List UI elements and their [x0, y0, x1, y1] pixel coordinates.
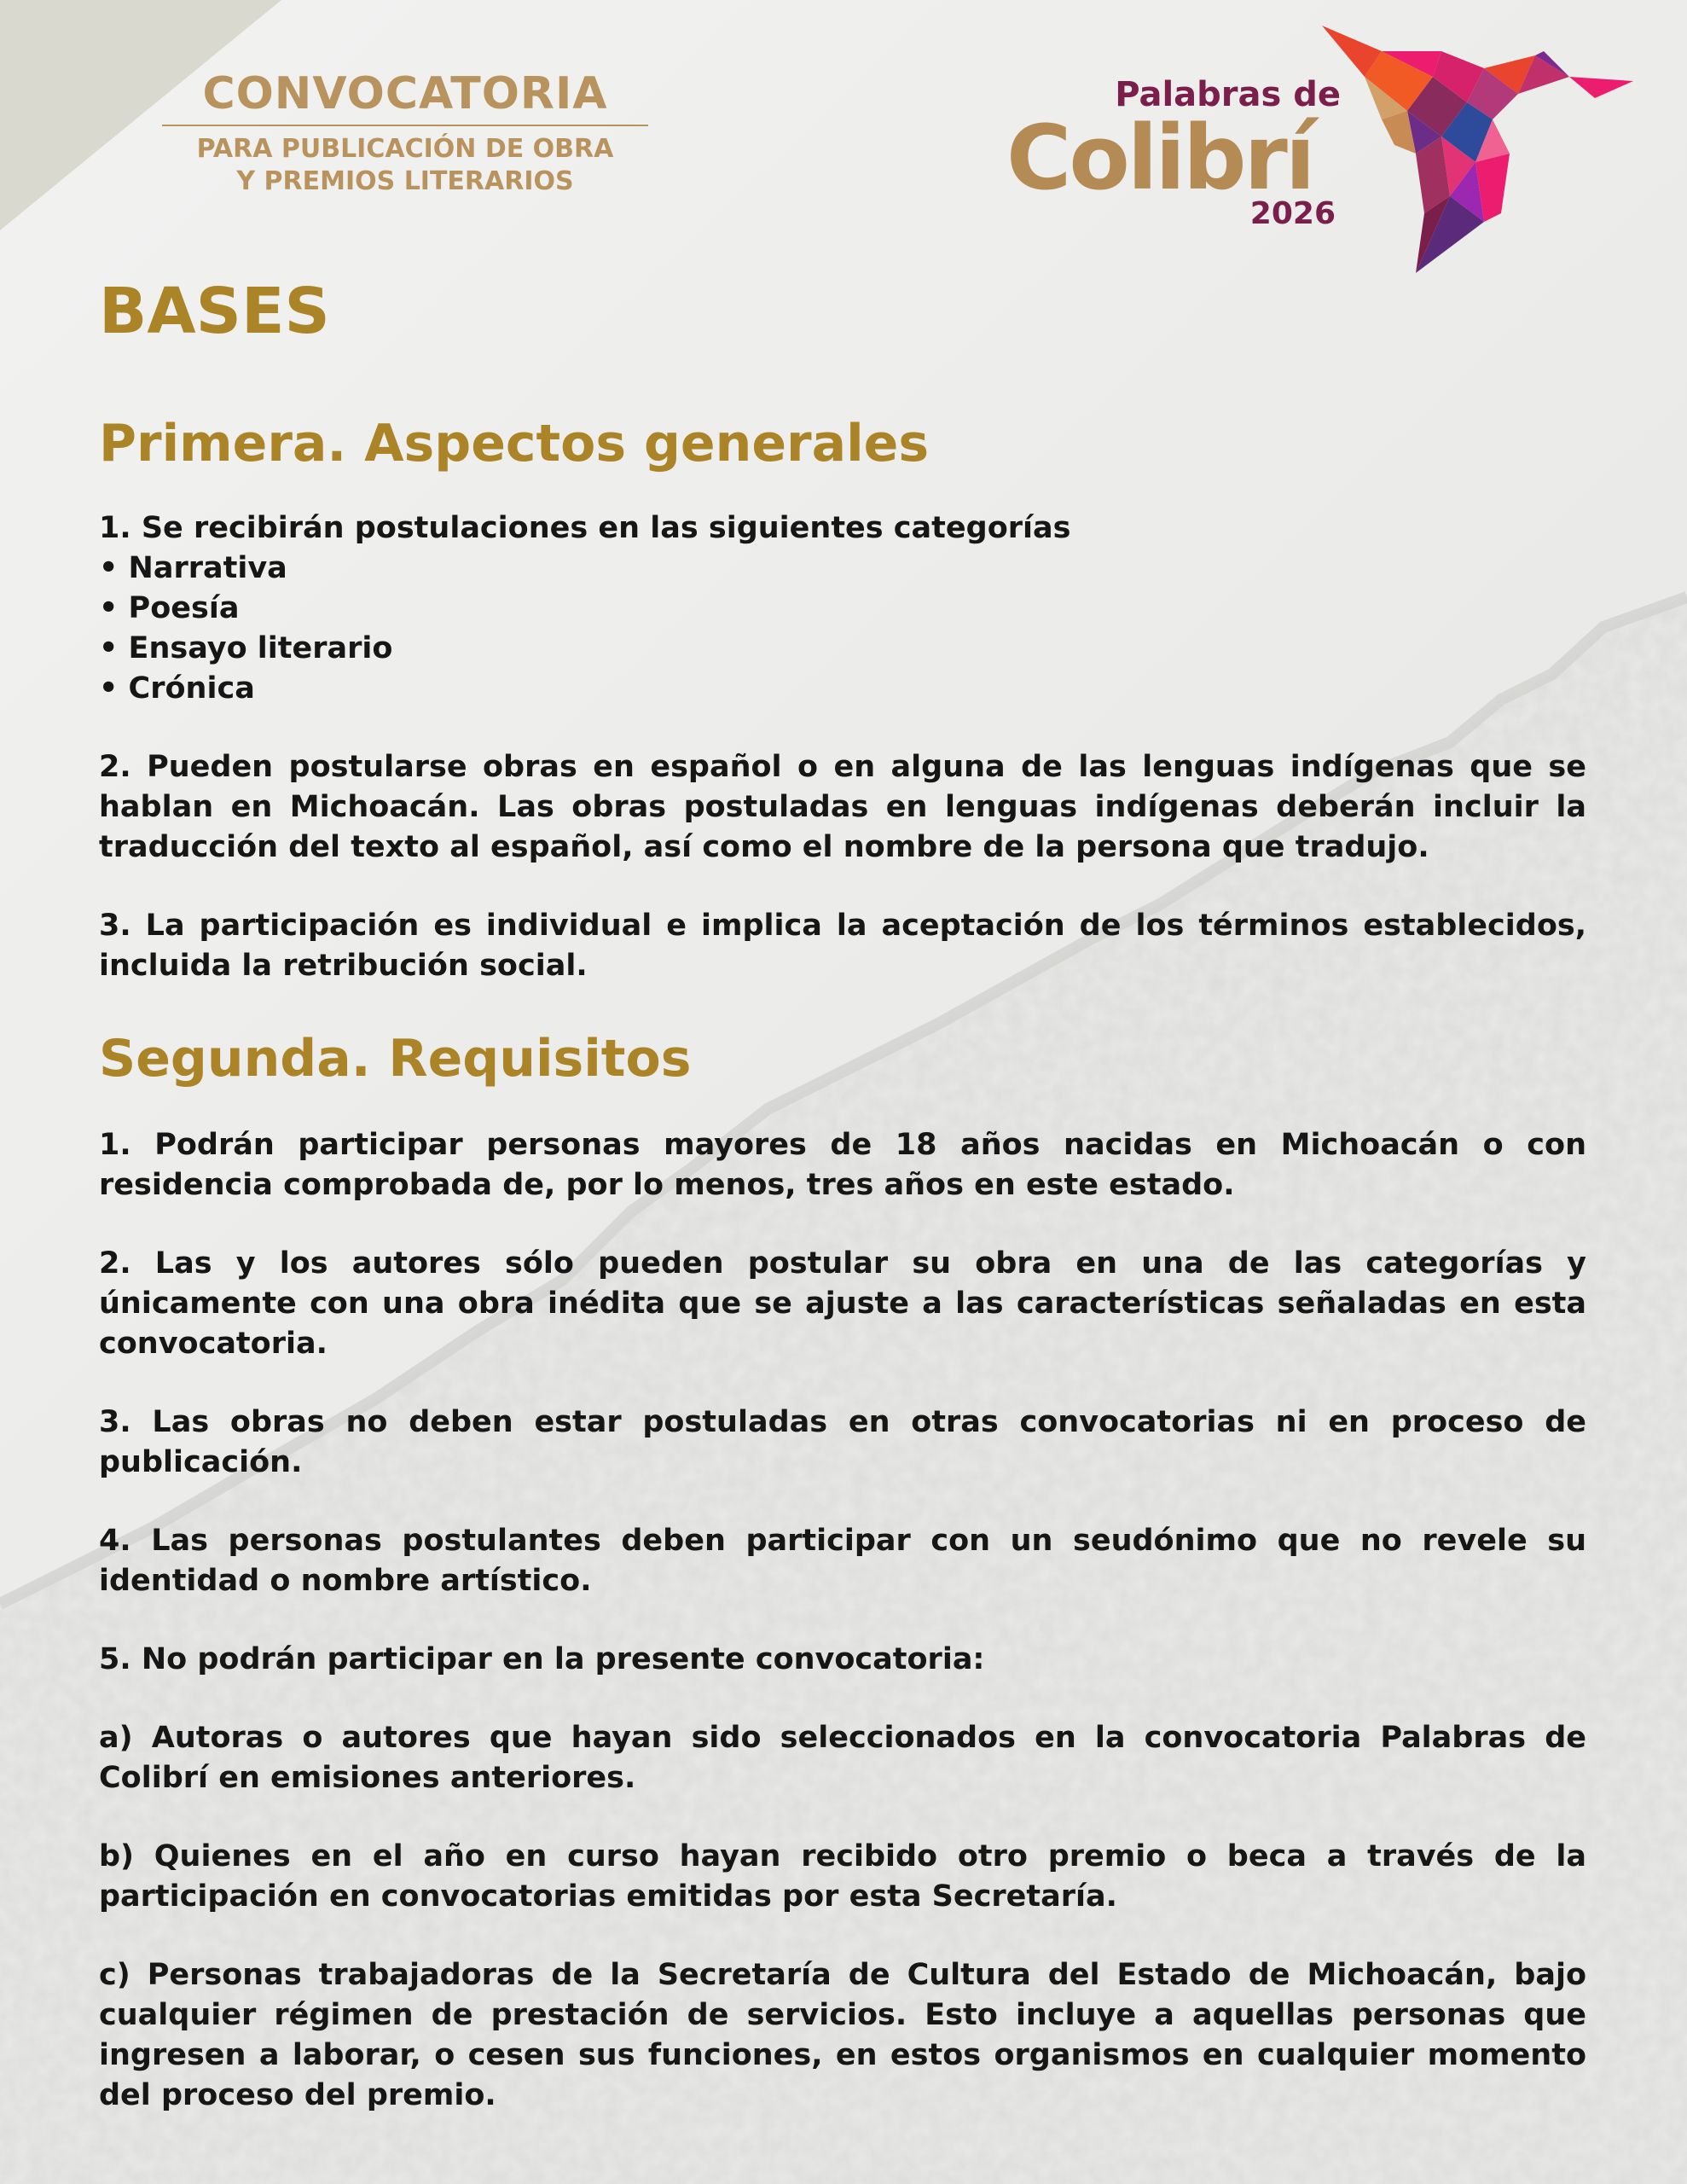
- convocatoria-subtitle-line2: Y PREMIOS LITERARIOS: [236, 166, 574, 196]
- convocatoria-title: CONVOCATORIA: [202, 68, 608, 119]
- bases-heading: BASES: [99, 275, 330, 348]
- list-item: • Ensayo literario: [99, 631, 393, 665]
- palabras-de-colibri-logo: [1006, 68, 1348, 239]
- paragraph: c) Personas trabajadoras de la Secretaría de Cultura del Estado de Michoacán, bajo cualquier régimen de prestación de servicios. Esto incluye a aquellas personas que ingresen a laborar, o cesen sus funciones, en estos organismos en cualquier momento del proceso del premio.: [99, 1958, 1586, 2112]
- logo-year: 2026: [1249, 196, 1336, 231]
- convocatoria-subtitle-line1: PARA PUBLICACIÓN DE OBRA: [196, 134, 614, 164]
- header-divider: [162, 125, 648, 126]
- paragraph: 2. Pueden postularse obras en español o en alguna de las lenguas indígenas que se hablan en Michoacán. Las obras postuladas en lenguas indígenas deberán incluir la traducción del texto al español, así como el nombre de la persona que tradujo.: [99, 750, 1586, 864]
- document-body: [99, 256, 1586, 2154]
- convocatoria-header: [162, 68, 648, 198]
- paragraph: 3. Las obras no deben estar postuladas en otras convocatorias ni en proceso de publicación.: [99, 1405, 1586, 1479]
- categories-list: [99, 508, 1586, 709]
- paragraph: 1. Podrán participar personas mayores de 18 años nacidas en Michoacán o con residencia comprobada de, por lo menos, tres años en este estado.: [99, 1128, 1586, 1202]
- paragraph: 5. No podrán participar en la presente convocatoria:: [99, 1642, 985, 1676]
- paragraph: b) Quienes en el año en curso hayan recibido otro premio o beca a través de la participación en convocatorias emitidas por esta Secretaría.: [99, 1839, 1586, 1914]
- list-intro: 1. Se recibirán postulaciones en las siguientes categorías: [99, 511, 1071, 545]
- list-item: • Narrativa: [99, 551, 287, 585]
- section-title-primera: Primera. Aspectos generales: [99, 414, 930, 473]
- logo-main-text: Colibrí: [1006, 106, 1313, 210]
- paragraph: 4. Las personas postulantes deben participar con un seudónimo que no revele su identidad o nombre artístico.: [99, 1524, 1586, 1598]
- hummingbird-icon: [1313, 17, 1638, 282]
- list-item: • Crónica: [99, 671, 255, 706]
- paragraph: 2. Las y los autores sólo pueden postular su obra en una de las categorías y únicamente con una obra inédita que se ajuste a las características señaladas en esta convocatoria.: [99, 1246, 1586, 1361]
- list-item: • Poesía: [99, 591, 240, 625]
- section-title-segunda: Segunda. Requisitos: [99, 1029, 692, 1089]
- paragraph: a) Autoras o autores que hayan sido seleccionados en la convocatoria Palabras de Colibrí en emisiones anteriores.: [99, 1721, 1586, 1795]
- logo-top-text: Palabras de: [1115, 75, 1341, 114]
- paragraph: 3. La participación es individual e implica la aceptación de los términos establecidos, incluida la retribución social.: [99, 909, 1586, 983]
